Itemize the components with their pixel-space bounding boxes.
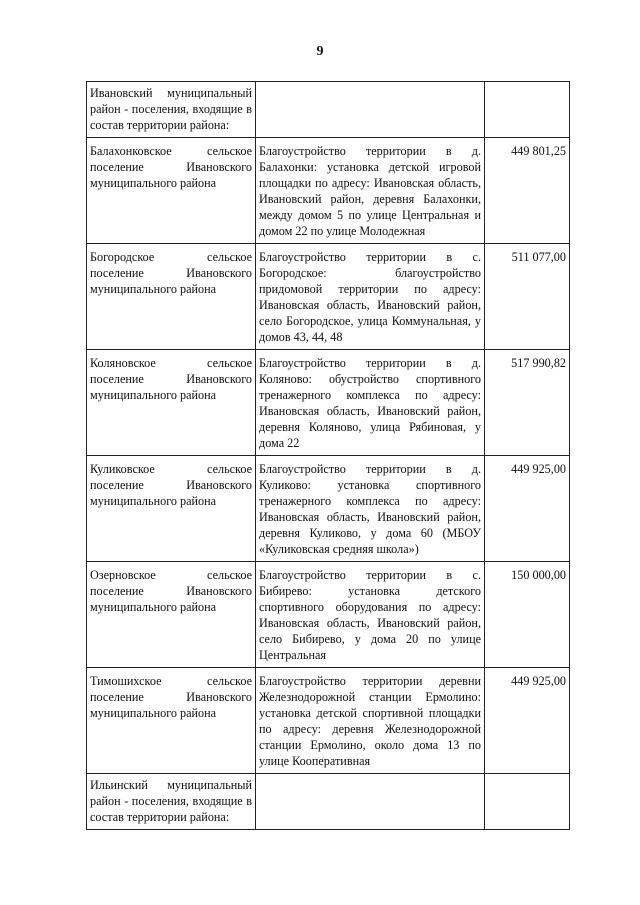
table-row [87, 668, 570, 774]
municipality-cell: Богородское сельское поселение Ивановского муниципального района [87, 244, 256, 350]
page-number: 9 [316, 44, 324, 59]
municipality-cell: Куликовское сельское поселение Ивановского муниципального района [87, 456, 256, 562]
amount-cell [485, 774, 570, 830]
table-row-section [87, 774, 570, 830]
amount-cell: 517 990,82 [485, 350, 570, 456]
municipality-cell: Ильинский муниципальный район - поселения, входящие в состав территории района: [87, 774, 256, 830]
amount-cell [485, 82, 570, 138]
allocation-table [86, 81, 570, 830]
project-cell [256, 82, 485, 138]
amount-cell: 449 925,00 [485, 668, 570, 774]
table-row [87, 138, 570, 244]
table-row-section [87, 82, 570, 138]
project-cell: Благоустройство территории в с. Богородское: благоустройство придомовой территории по адресу: Ивановская область, Ивановский район, село Богородское, улица Коммунальная, у домов 43, 44, 48 [256, 244, 485, 350]
amount-cell: 449 925,00 [485, 456, 570, 562]
amount-cell: 449 801,25 [485, 138, 570, 244]
project-cell: Благоустройство территории в с. Бибирево: установка детского спортивного оборудования по адресу: Ивановская область, Ивановский район, село Бибирево, у дома 20 по улице Центральная [256, 562, 485, 668]
municipality-cell: Ивановский муниципальный район - поселения, входящие в состав территории района: [87, 82, 256, 138]
table-row [87, 562, 570, 668]
municipality-cell: Озерновское сельское поселение Ивановского муниципального района [87, 562, 256, 668]
project-cell: Благоустройство территории деревни Железнодорожной станции Ермолино: установка детской спортивной площадки по адресу: деревня Железнодорожной станции Ермолино, около дома 13 по улице Кооперативная [256, 668, 485, 774]
table-row [87, 350, 570, 456]
table-row [87, 456, 570, 562]
amount-cell: 511 077,00 [485, 244, 570, 350]
municipality-cell: Тимошихское сельское поселение Ивановского муниципального района [87, 668, 256, 774]
project-cell: Благоустройство территории в д. Балахонки: установка детской игровой площадки по адресу: Ивановская область, Ивановский район, деревня Балахонки, между домом 5 по улице Центральная и домом 22 по улице Молодежная [256, 138, 485, 244]
project-cell [256, 774, 485, 830]
municipality-cell: Коляновское сельское поселение Ивановского муниципального района [87, 350, 256, 456]
municipality-cell: Балахонковское сельское поселение Ивановского муниципального района [87, 138, 256, 244]
amount-cell: 150 000,00 [485, 562, 570, 668]
project-cell: Благоустройство территории в д. Куликово: установка спортивного тренажерного комплекса по адресу: Ивановская область, Ивановский район, деревня Куликово, у дома 60 (МБОУ «Куликовская средняя школа») [256, 456, 485, 562]
table-row [87, 244, 570, 350]
project-cell: Благоустройство территории в д. Коляново: обустройство спортивного тренажерного комплекса по адресу: Ивановская область, Ивановский район, деревня Коляново, улица Рябиновая, у дома 22 [256, 350, 485, 456]
